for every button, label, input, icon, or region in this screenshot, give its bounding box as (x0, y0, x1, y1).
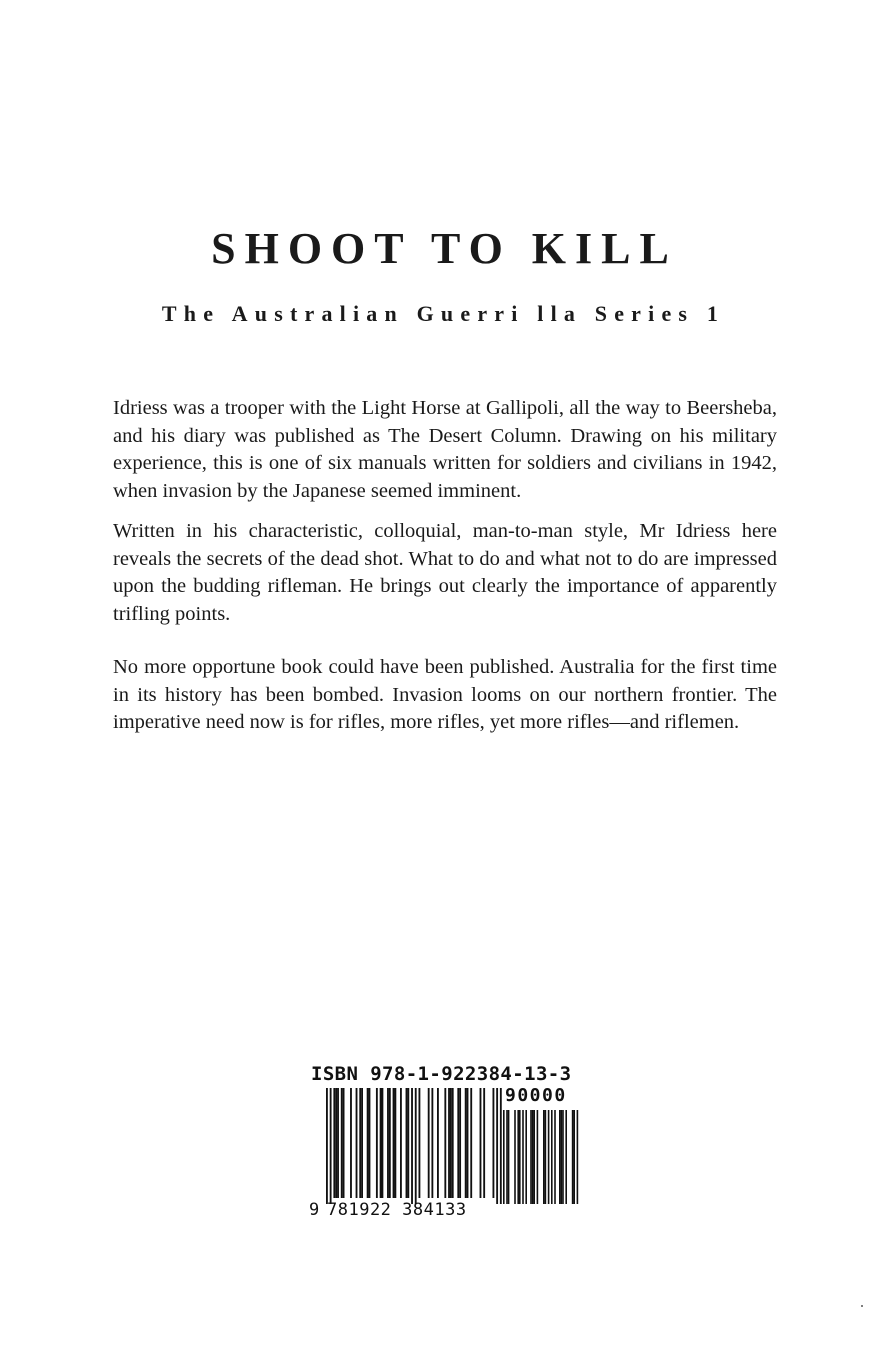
blurb-paragraph-2: Written in his characteristic, colloquial, man-to-man style, Mr Idriess here reveals the secrets of the dead shot. What to do and what not to do are impressed upon the budding rifleman. He brings out clearly the importance of apparently trifling points. (113, 520, 777, 625)
addon-bar (514, 1110, 516, 1204)
barcode-bar (343, 1088, 345, 1198)
barcode-bar (407, 1088, 409, 1198)
barcode-bar (419, 1088, 421, 1198)
addon-bar (565, 1110, 567, 1204)
addon-bar (572, 1110, 574, 1204)
barcode-bar (335, 1088, 337, 1198)
barcode-bar (437, 1088, 439, 1198)
addon-bar (545, 1110, 547, 1204)
blurb-paragraph-1: Idriess was a trooper with the Light Horse at Gallipoli, all the way to Beersheba, and his diary was published as The Desert Column. Drawing on his military experience, this is one of six manuals written for soldiers and civilians in 1942, when invasion by the Japanese seemed imminent. (113, 397, 777, 502)
addon-bar (508, 1110, 510, 1204)
barcode-bar (367, 1088, 369, 1198)
addon-bar (559, 1110, 561, 1204)
barcode-bar (431, 1088, 433, 1198)
barcode-bar (500, 1088, 502, 1204)
barcode-bar (448, 1088, 450, 1198)
barcode-bar (356, 1088, 358, 1198)
barcode-bar (465, 1088, 467, 1198)
barcode-bar (333, 1088, 335, 1198)
barcode-bar (406, 1088, 408, 1198)
barcode-bar (493, 1088, 495, 1198)
addon-bar (525, 1110, 527, 1204)
barcode-bar (411, 1088, 413, 1204)
barcode-bar (450, 1088, 452, 1198)
barcode-bar (382, 1088, 384, 1198)
addon-bar (533, 1110, 535, 1204)
barcode-bar (330, 1088, 332, 1204)
addon-bar (506, 1110, 508, 1204)
isbn-label: ISBN 978-1-922384-13-3 (311, 1063, 572, 1085)
barcode-bar (393, 1088, 395, 1198)
barcode-lead-digit: 9 (309, 1200, 320, 1220)
barcode-bar (400, 1088, 402, 1198)
barcode-bar (387, 1088, 389, 1198)
page-speck (861, 1305, 863, 1307)
addon-bar (537, 1110, 539, 1204)
barcode-bar (483, 1088, 485, 1198)
barcode-digits: 781922 384133 (327, 1200, 467, 1220)
barcode-bar (457, 1088, 459, 1198)
addon-bar (554, 1110, 556, 1204)
barcode-bar (428, 1088, 430, 1198)
addon-bar (573, 1110, 575, 1204)
barcode-bar (467, 1088, 469, 1198)
barcode-bar (389, 1088, 391, 1198)
addon-bar (517, 1110, 519, 1204)
addon-bar (543, 1110, 545, 1204)
barcode-bar (337, 1088, 339, 1198)
addon-bar (561, 1110, 563, 1204)
addon-bar (577, 1110, 579, 1204)
barcode-bar (496, 1088, 498, 1204)
barcode-bar (380, 1088, 382, 1198)
barcode-bar (394, 1088, 396, 1198)
blurb-paragraph-3: No more opportune book could have been published. Australia for the first time in its history has been bombed. Invasion looms on our northern frontier. The imperative need now is for rifles, more rifles, yet more rifles—and riflemen. (113, 656, 777, 733)
barcode-bar (359, 1088, 361, 1198)
barcode-bar (369, 1088, 371, 1198)
barcode-bar (350, 1088, 352, 1198)
addon-bar (551, 1110, 553, 1204)
addon-bar (548, 1110, 550, 1204)
addon-price-code: 90000 (505, 1085, 567, 1106)
barcode-bar (452, 1088, 454, 1198)
addon-bar (562, 1110, 564, 1204)
book-title: SHOOT TO KILL (211, 224, 678, 273)
barcode-bar (459, 1088, 461, 1198)
barcode-bar (444, 1088, 446, 1198)
addon-bar (530, 1110, 532, 1204)
addon-bar (519, 1110, 521, 1204)
barcode-bar (470, 1088, 472, 1198)
barcode-bar (415, 1088, 417, 1204)
barcode-bar (326, 1088, 328, 1204)
addon-bar (532, 1110, 534, 1204)
addon-bar (522, 1110, 524, 1204)
blurb (113, 395, 777, 737)
barcode-bar (480, 1088, 482, 1198)
series-subtitle: The Australian Guerri lla Series 1 (161, 301, 726, 326)
barcode-bar (376, 1088, 378, 1198)
isbn-barcode-block (309, 1062, 585, 1222)
addon-bar (503, 1110, 505, 1204)
barcode-bar (341, 1088, 343, 1198)
barcode-bar (361, 1088, 363, 1198)
